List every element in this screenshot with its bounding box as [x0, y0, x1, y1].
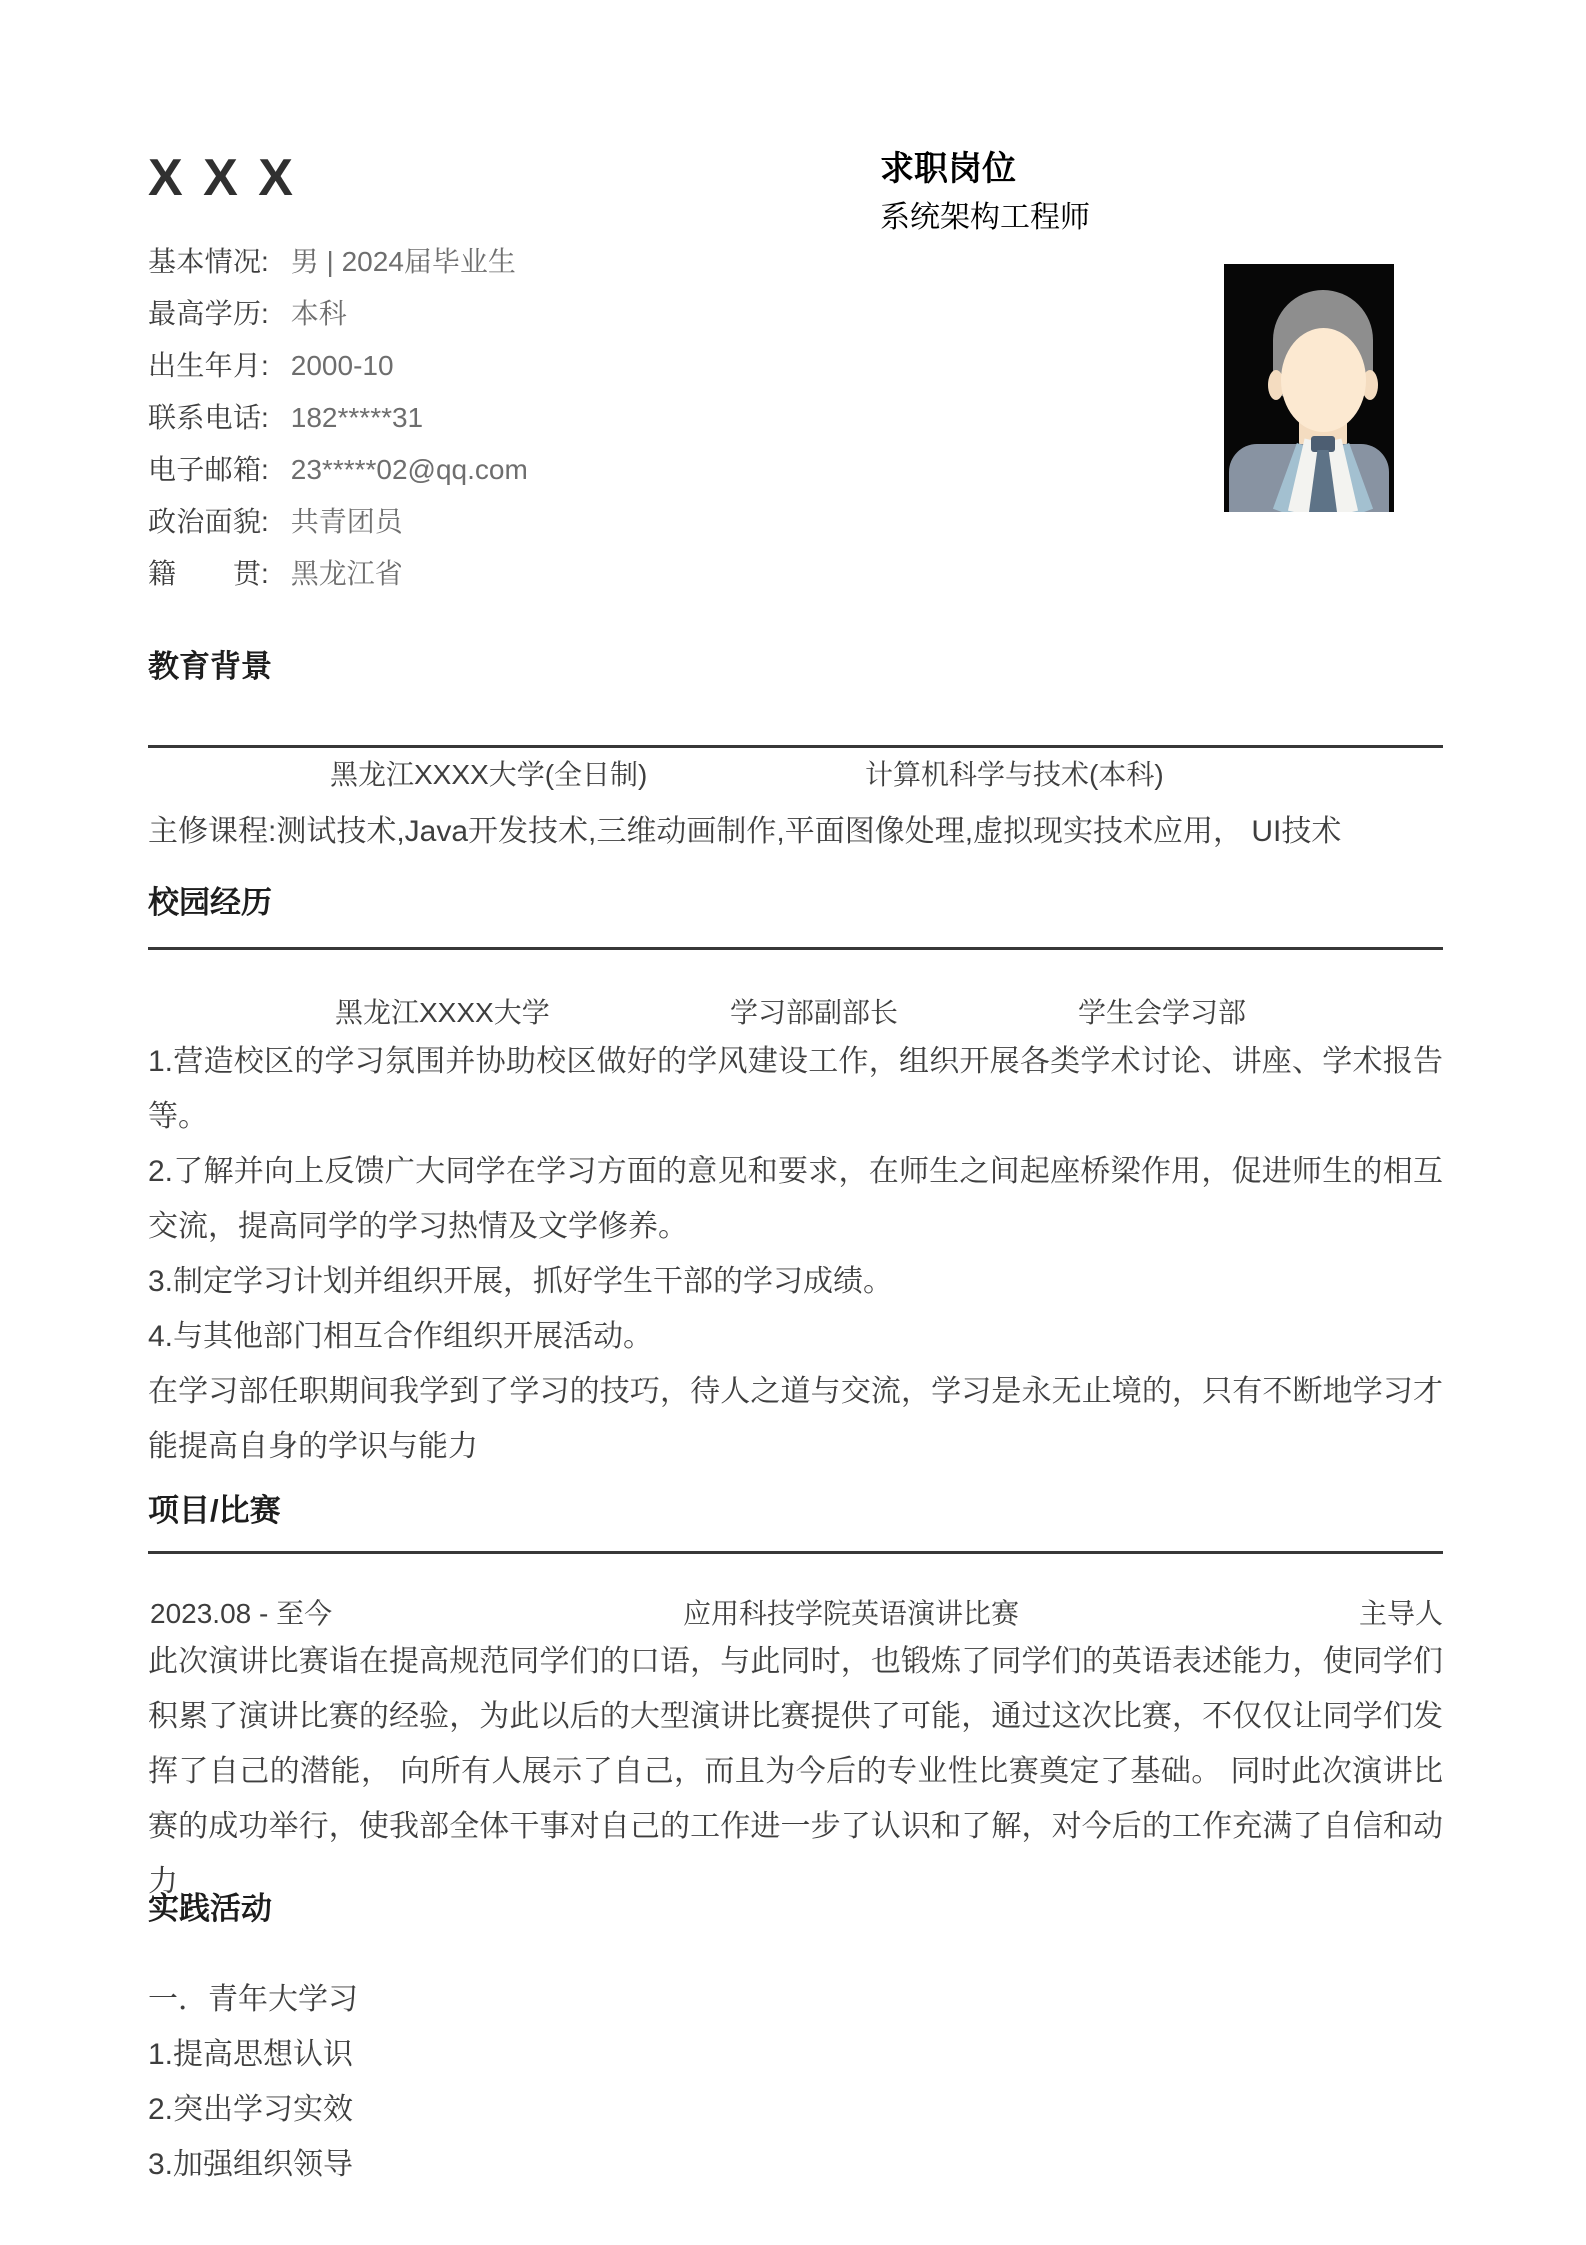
project-period: 2023.08 - 至今: [150, 1598, 333, 1629]
campus-dept: 学生会学习部: [1078, 997, 1247, 1028]
practice-item: 2.突出学习实效: [148, 2093, 354, 2126]
info-colon: :: [261, 246, 269, 277]
job-objective-title: 系统架构工程师: [880, 201, 1090, 234]
info-value: 男 | 2024届毕业生: [290, 246, 516, 277]
practice-item: 3.加强组织领导: [148, 2148, 354, 2181]
info-row: [148, 496, 528, 548]
education-major: 计算机科学与技术(本科): [865, 759, 1164, 790]
info-value: 23*****02@qq.com: [290, 454, 528, 485]
info-colon: :: [261, 350, 269, 381]
avatar-tie-knot: [1311, 436, 1335, 452]
basic-info-list: [148, 236, 528, 600]
info-value: 共青团员: [290, 506, 403, 537]
info-value: 2000-10: [290, 350, 394, 381]
campus-role: 学习部副部长: [730, 997, 899, 1028]
campus-summary: 在学习部任职期间我学到了学习的技巧，待人之道与交流，学习是永无止境的，只有不断地学习才能提高自身的学识与能力: [148, 1375, 1443, 1463]
info-colon: :: [261, 298, 269, 329]
avatar-face: [1281, 328, 1366, 432]
project-row: [148, 1597, 1443, 1637]
info-row: [148, 548, 528, 600]
education-school: 黑龙江XXXX大学(全日制): [330, 759, 648, 790]
campus-body: [148, 1034, 1443, 1474]
education-courses: 主修课程:测试技术,Java开发技术,三维动画制作,平面图像处理,虚拟现实技术应用， UI技术: [148, 815, 1342, 848]
section-title-project: 项目/比赛: [148, 1493, 281, 1528]
info-value: 本科: [290, 298, 347, 329]
info-colon: :: [261, 454, 269, 485]
info-label: 基本情况: [148, 246, 261, 277]
section-divider: [148, 1551, 1443, 1554]
info-row: [148, 444, 528, 496]
info-colon: :: [261, 558, 269, 589]
job-block: [880, 150, 1090, 236]
section-title-practice: 实践活动: [148, 1891, 272, 1926]
info-colon: :: [261, 402, 269, 433]
campus-item: 1.营造校区的学习氛围并协助校区做好的学风建设工作，组织开展各类学术讨论、讲座、学术报告等。: [148, 1045, 1443, 1133]
campus-item: 4.与其他部门相互合作组织开展活动。: [148, 1320, 654, 1353]
section-divider: [148, 745, 1443, 748]
info-row: [148, 288, 528, 340]
practice-item: 1.提高思想认识: [148, 2038, 354, 2071]
candidate-name: X X X: [148, 149, 296, 207]
education-row: [148, 758, 1443, 798]
info-row: [148, 392, 528, 444]
section-divider: [148, 947, 1443, 950]
project-name: 应用科技学院英语演讲比赛: [682, 1598, 1020, 1629]
practice-body: [148, 1972, 1443, 2192]
info-label: 出生年月: [148, 350, 261, 381]
project-body: [148, 1634, 1443, 1909]
practice-item: 一．青年大学习: [148, 1983, 358, 2016]
info-value: 黑龙江省: [290, 558, 403, 589]
info-row: [148, 340, 528, 392]
campus-row: [148, 996, 1443, 1036]
id-photo: [1224, 264, 1394, 512]
info-label: 政治面貌: [148, 506, 261, 537]
project-role: 主导人: [1358, 1598, 1443, 1629]
info-colon: :: [261, 506, 269, 537]
campus-item: 3.制定学习计划并组织开展，抓好学生干部的学习成绩。: [148, 1265, 894, 1298]
info-value: 182*****31: [290, 402, 424, 433]
project-description: 此次演讲比赛诣在提高规范同学们的口语，与此同时，也锻炼了同学们的英语表述能力，使同学们积累了演讲比赛的经验，为此以后的大型演讲比赛提供了可能，通过这次比赛，不仅仅让同学们发挥了自己的潜能， 向所有人展示了自己，而且为今后的专业性比赛奠定了基础。 同时此次演讲比赛的成功举行，使我部全体干事对自己的工作进一步了认识和了解，对今后的工作充满了自信和动力: [148, 1645, 1443, 1898]
info-label: 电子邮箱: [148, 454, 261, 485]
info-label: 籍 贯: [148, 558, 261, 589]
job-objective-label: 求职岗位: [880, 151, 1016, 188]
section-title-campus: 校园经历: [148, 885, 272, 920]
info-label: 最高学历: [148, 298, 261, 329]
section-title-education: 教育背景: [148, 649, 272, 684]
campus-item: 2.了解并向上反馈广大同学在学习方面的意见和要求，在师生之间起座桥梁作用，促进师生的相互交流，提高同学的学习热情及文学修养。: [148, 1155, 1443, 1243]
campus-org: 黑龙江XXXX大学: [335, 997, 550, 1028]
info-label: 联系电话: [148, 402, 261, 433]
info-row: [148, 236, 528, 288]
